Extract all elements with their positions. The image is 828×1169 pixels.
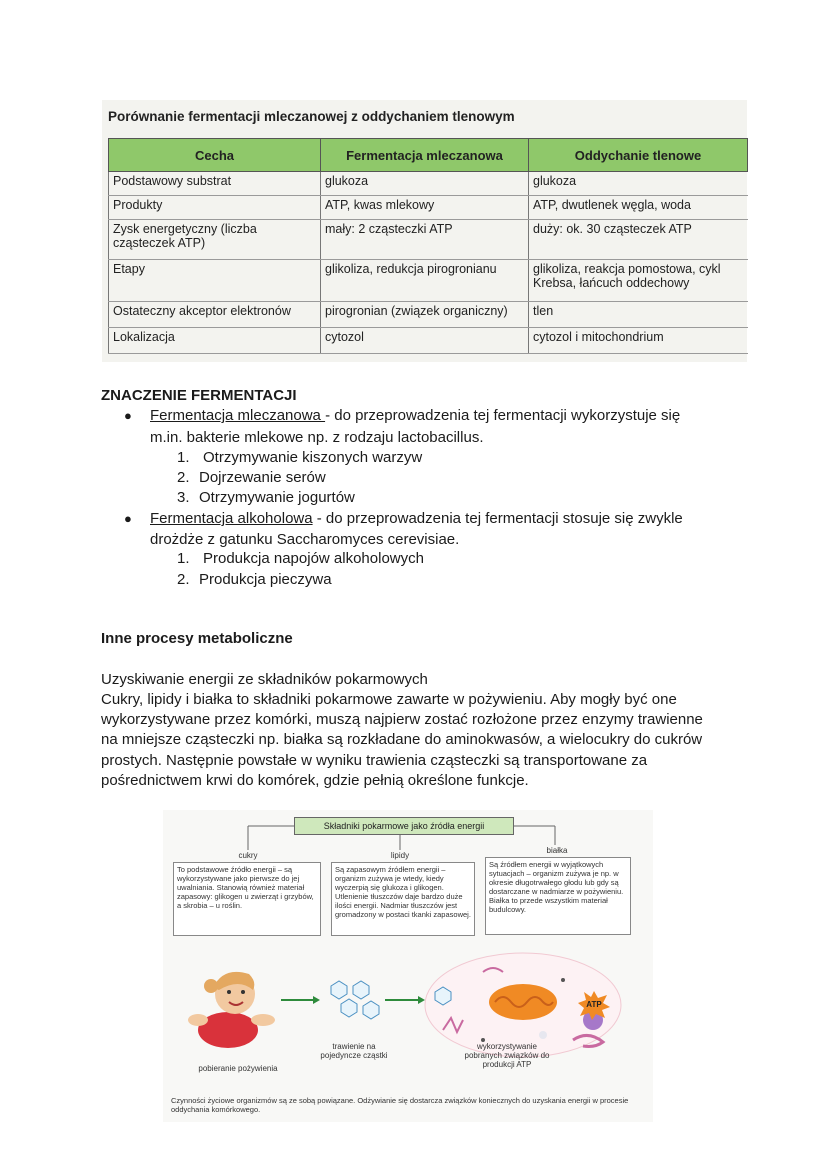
header-cell: Oddychanie tlenowe [529, 139, 748, 172]
table-row [109, 260, 748, 302]
table-cell: ATP, kwas mlekowy [321, 196, 529, 220]
table-cell: glikoliza, reakcja pomostowa, cykl Krebsa, łańcuch oddechowy [529, 260, 748, 302]
list-number: 1. [177, 550, 190, 567]
section-heading-fermentation: ZNACZENIE FERMENTACJI [101, 387, 297, 404]
paragraph-line: pośrednictwem krwi do komórek, gdzie pełnią określone funkcje. [101, 772, 529, 789]
table-title: Porównanie fermentacji mleczanowej z oddychaniem tlenowym [108, 109, 515, 124]
section-heading-metabolic: Inne procesy metaboliczne [101, 630, 293, 647]
list-item: Otrzymywanie kiszonych warzyw [203, 449, 423, 466]
box-lipids: Są zapasowym źródłem energii – organizm zużywa je wtedy, kiedy wyczerpią się glukoza i glikogen. Utlenienie tłuszczów daje bardzo duże ilości energii. Nadmiar tłuszczów jest gromadzony w postaci tkanki zapasowej. [331, 862, 475, 936]
table-cell: cytozol i mitochondrium [529, 328, 748, 354]
list-number: 2. [177, 469, 190, 486]
bullet-text: - do przeprowadzenia tej fermentacji wykorzystuje się [325, 407, 681, 424]
underlined-term: Fermentacja alkoholowa [150, 510, 313, 527]
comparison-table [108, 138, 748, 354]
list-number: 3. [177, 489, 190, 506]
bullet-text-line: m.in. bakterie mlekowe np. z rodzaju lactobacillus. [150, 429, 484, 446]
table-cell: Produkty [109, 196, 321, 220]
column-head-sugars: cukry [238, 851, 258, 860]
header-cell: Fermentacja mleczanowa [321, 139, 529, 172]
atp-label: ATP [586, 1000, 602, 1009]
paragraph-line: Cukry, lipidy i białka to składniki pokarmowe zawarte w pożywieniu. Aby mogły być one [101, 691, 677, 708]
bullet-paragraph [150, 509, 683, 529]
comparison-table-image [102, 100, 747, 362]
figure-title: Składniki pokarmowe jako źródła energii [294, 817, 514, 835]
label-atp-production: wykorzystywanie pobranych związków do produkcji ATP [464, 1042, 550, 1069]
label-food-intake: pobieranie pożywienia [198, 1064, 278, 1073]
list-item: Produkcja napojów alkoholowych [203, 550, 424, 567]
table-cell: Ostateczny akceptor elektronów [109, 302, 321, 328]
table-cell: glukoza [529, 172, 748, 196]
figure-caption: Czynności życiowe organizmów są ze sobą powiązane. Odżywianie się dostarcza związków koniecznych do uzyskania energii w procesie oddychania komórkowego. [171, 1096, 629, 1114]
paragraph-line: na mniejsze cząsteczki np. białka są rozkładane do aminokwasów, a wielocukry do cukrów [101, 731, 703, 748]
table-header-row [109, 139, 748, 172]
list-item: Otrzymywanie jogurtów [199, 489, 355, 506]
child-eating-illustration [183, 960, 288, 1050]
bullet-text: - do przeprowadzenia tej fermentacji stosuje się zwykle [312, 510, 683, 527]
bullet-icon: ● [124, 408, 132, 423]
table-cell: Etapy [109, 260, 321, 302]
table-row [109, 220, 748, 260]
list-item: Dojrzewanie serów [199, 469, 326, 486]
bullet-icon: ● [124, 511, 132, 526]
subheading: Uzyskiwanie energii ze składników pokarmowych [101, 671, 428, 688]
list-item: Produkcja pieczywa [199, 571, 332, 588]
table-cell: Zysk energetyczny (liczba cząsteczek ATP) [109, 220, 321, 260]
table-cell: duży: ok. 30 cząsteczek ATP [529, 220, 748, 260]
list-number: 1. [177, 449, 190, 466]
table-row [109, 196, 748, 220]
column-head-lipids: lipidy [390, 851, 410, 860]
box-proteins: Są źródłem energii w wyjątkowych sytuacjach – organizm zużywa je np. w okresie długotrwałego głodu lub gdy są dostarczane w nadmiarze w pożywieniu. Białka to przede wszystkim materiał budulcowy. [485, 857, 631, 935]
table-cell: Podstawowy substrat [109, 172, 321, 196]
nutrients-figure [163, 810, 653, 1122]
table-row [109, 328, 748, 354]
bullet-text-line: drożdże z gatunku Saccharomyces cerevisiae. [150, 531, 460, 548]
table-row [109, 172, 748, 196]
table-cell: ATP, dwutlenek węgla, woda [529, 196, 748, 220]
paragraph-line: prostych. Następnie powstałe w wyniku trawienia cząsteczki są transportowane za [101, 752, 648, 769]
table-cell: glukoza [321, 172, 529, 196]
particles-icon [321, 978, 385, 1028]
header-cell: Cecha [109, 139, 321, 172]
table-cell: Lokalizacja [109, 328, 321, 354]
paragraph-line: wykorzystywane przez komórki, muszą najpierw zostać rozłożone przez enzymy trawienne [101, 711, 703, 728]
table-cell: mały: 2 cząsteczki ATP [321, 220, 529, 260]
table-cell: glikoliza, redukcja pirogronianu [321, 260, 529, 302]
underlined-term: Fermentacja mleczanowa [150, 407, 326, 424]
table-cell: pirogronian (związek organiczny) [321, 302, 529, 328]
table-cell: tlen [529, 302, 748, 328]
bullet-paragraph [150, 406, 680, 426]
box-sugars: To podstawowe źródło energii – są wykorzystywane jako pierwsze do jej uwalniania. Stanowią również materiał zapasowy: glikogen u zwierząt i grzybów, a skrobia – u roślin. [173, 862, 321, 936]
table-cell: cytozol [321, 328, 529, 354]
table-row [109, 302, 748, 328]
list-number: 2. [177, 571, 190, 588]
label-digestion: trawienie na pojedyncze cząstki [320, 1042, 388, 1060]
column-head-proteins: białka [546, 846, 568, 855]
